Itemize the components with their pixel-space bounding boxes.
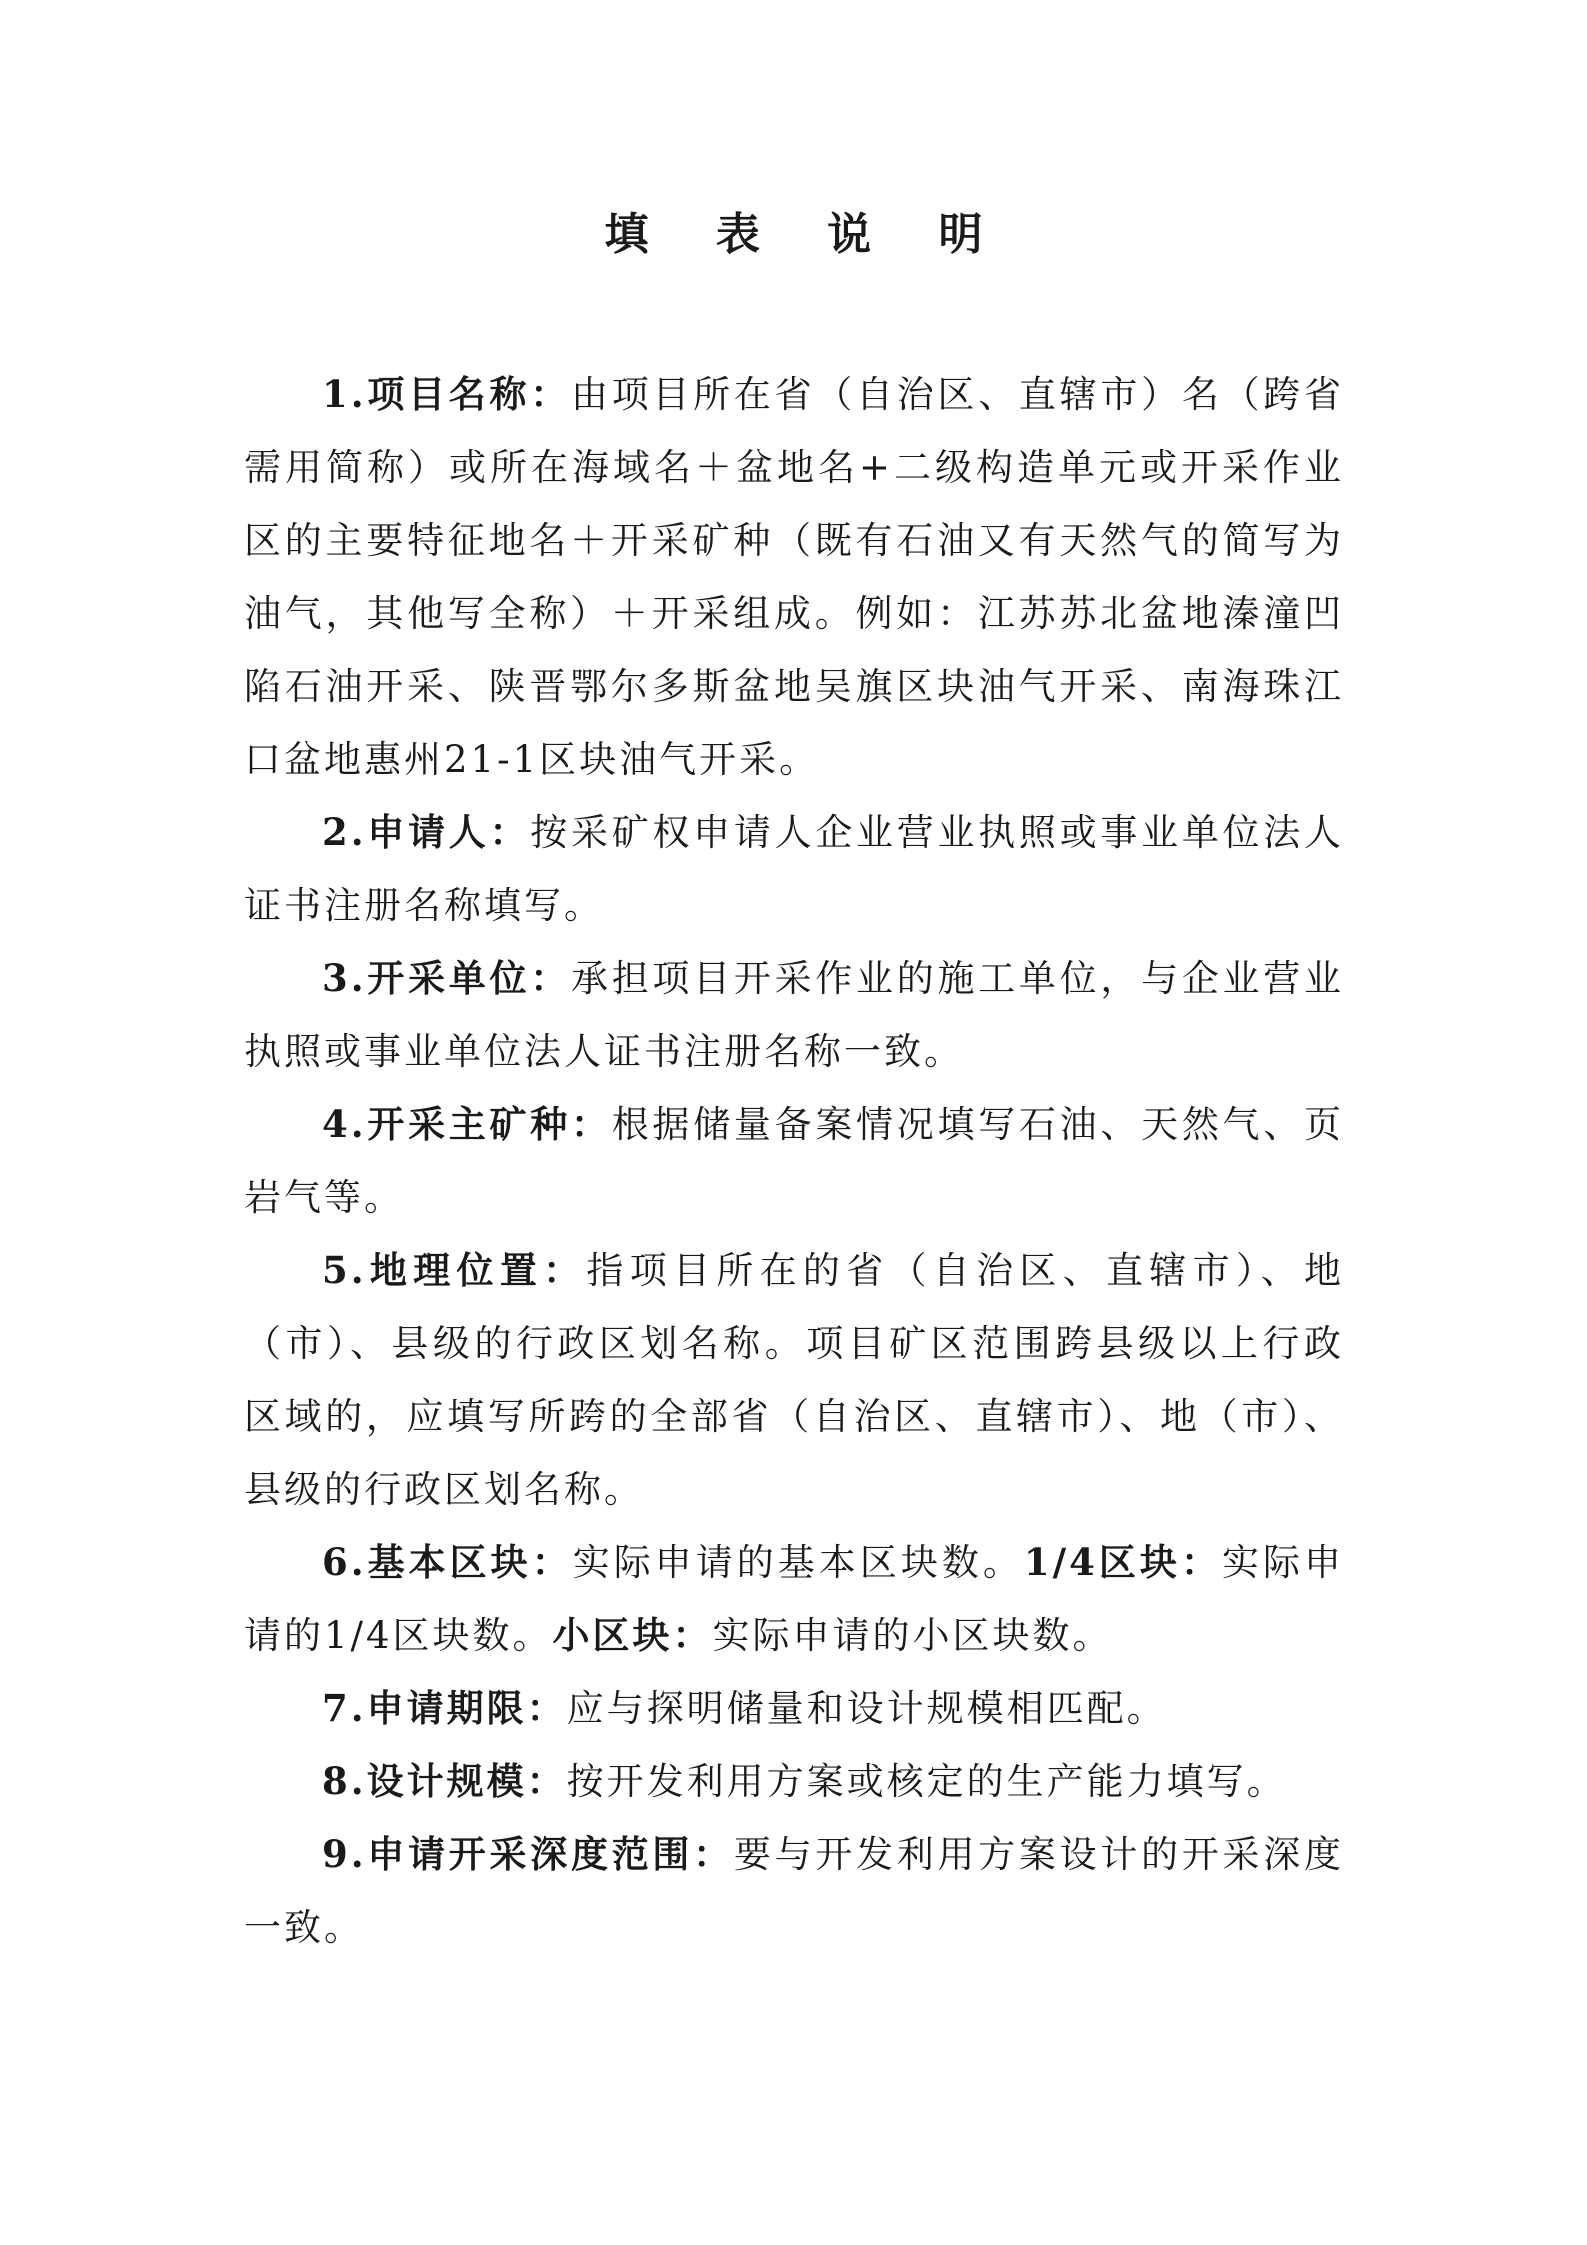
item-text-quarter-block: 实际申请的1/4区块数。	[244, 1541, 1344, 1657]
item-text: 按采矿权申请人企业营业执照或事业单位法人证书注册名称填写。	[244, 811, 1344, 927]
item-label: 6.基本区块：	[322, 1540, 573, 1584]
instruction-item-6	[244, 1526, 1344, 1672]
item-label-quarter-block: 1/4区块：	[1023, 1540, 1222, 1584]
item-label: 4.开采主矿种：	[322, 1102, 612, 1146]
item-text: 由项目所在省（自治区、直辖市）名（跨省需用简称）或所在海域名＋盆地名+二级构造单元或开采作业区的主要特征地名＋开采矿种（既有石油又有天然气的简写为油气，其他写全称）＋开采组成。例如：江苏苏北盆地溱潼凹陷石油开采、陕晋鄂尔多斯盆地吴旗区块油气开采、南海珠江口盆地惠州21-1区块油气开采。	[244, 373, 1344, 781]
item-text: 根据储量备案情况填写石油、天然气、页岩气等。	[244, 1103, 1344, 1219]
instruction-item-1	[244, 358, 1344, 796]
page-title: 填 表 说 明	[604, 209, 1009, 260]
item-label: 9.申请开采深度范围：	[322, 1832, 734, 1876]
instruction-item-8	[244, 1745, 1344, 1818]
instruction-item-3	[244, 942, 1344, 1088]
instruction-item-9	[244, 1818, 1344, 1964]
instruction-item-4	[244, 1088, 1344, 1234]
item-label: 1.项目名称：	[322, 372, 571, 416]
item-label-small-block: 小区块：	[552, 1613, 713, 1657]
item-text: 指项目所在的省（自治区、直辖市）、地（市）、县级的行政区划名称。项目矿区范围跨县级以上行政区域的，应填写所跨的全部省（自治区、直辖市）、地（市）、县级的行政区划名称。	[244, 1249, 1344, 1511]
instruction-item-2	[244, 796, 1344, 942]
instruction-item-5	[244, 1234, 1344, 1526]
item-text: 按开发利用方案或核定的生产能力填写。	[566, 1760, 1287, 1803]
item-text-small-block: 实际申请的小区块数。	[712, 1614, 1113, 1657]
instruction-item-7	[244, 1672, 1344, 1745]
item-text: 要与开发利用方案设计的开采深度一致。	[244, 1833, 1344, 1949]
item-text: 实际申请的基本区块数。	[572, 1541, 1024, 1584]
item-label: 8.设计规模：	[322, 1759, 567, 1803]
item-text: 承担项目开采作业的施工单位，与企业营业执照或事业单位法人证书注册名称一致。	[244, 957, 1344, 1073]
item-label: 5.地理位置：	[322, 1248, 587, 1292]
instructions-body	[244, 358, 1344, 1964]
item-text: 应与探明储量和设计规模相匹配。	[566, 1687, 1167, 1730]
item-label: 3.开采单位：	[322, 956, 571, 1000]
item-label: 2.申请人：	[322, 810, 531, 854]
item-label: 7.申请期限：	[322, 1686, 567, 1730]
